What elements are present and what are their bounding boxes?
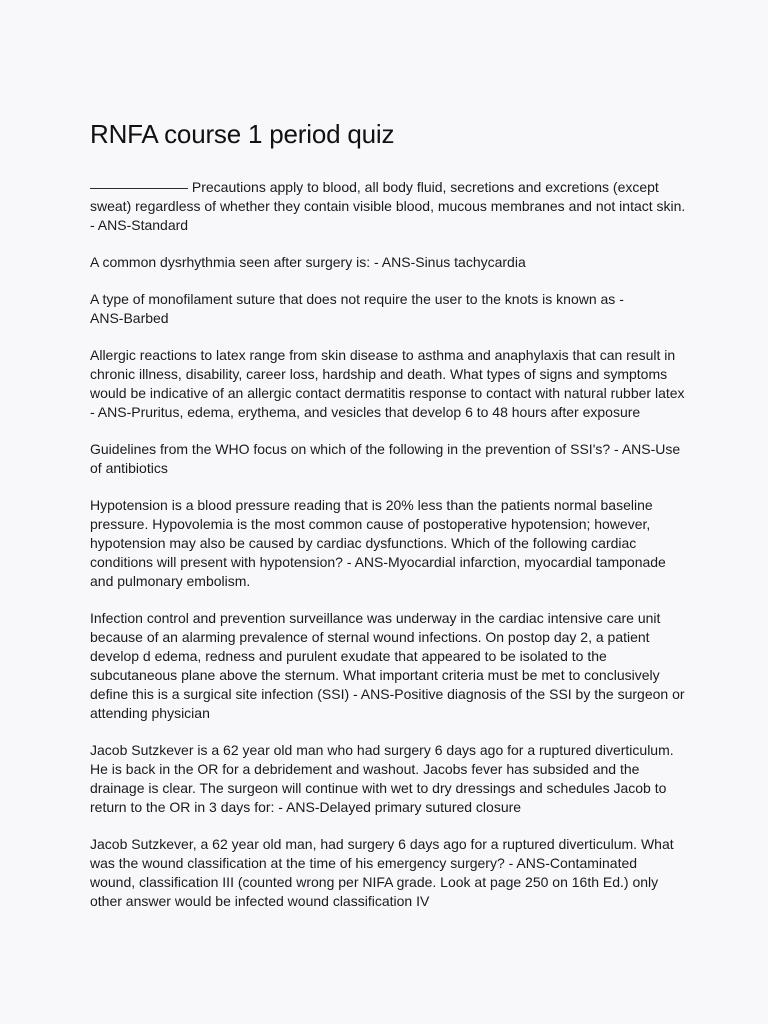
question-item: Jacob Sutzkever, a 62 year old man, had surgery 6 days ago for a ruptured diverticulum. What was the wound classification at the time of his emergency surgery? - ANS-Contaminated wound, classification III (counted wrong per NIFA grade. Look at page 250 on 16th Ed.) only other answer would be infected wound classification IV <box>90 836 674 909</box>
question-item: A common dysrhythmia seen after surgery is: - ANS-Sinus tachycardia <box>90 254 526 270</box>
question-item: Guidelines from the WHO focus on which of the following in the prevention of SSI's? - ANS-Use of antibiotics <box>90 441 681 476</box>
question-list <box>90 178 690 929</box>
question-item: A type of monofilament suture that does not require the user to the knots is known as - ANS-Barbed <box>90 291 624 326</box>
question-item: Hypotension is a blood pressure reading that is 20% less than the patients normal baseline pressure. Hypovolemia is the most common cause of postoperative hypotension; however, hypotension may also be caused by cardiac dysfunctions. Which of the following cardiac conditions will present with hypotension? - ANS-Myocardial infarction, myocardial tamponade and pulmonary embolism. <box>90 497 666 589</box>
page-title: RNFA course 1 period quiz <box>90 119 395 149</box>
question-item: Allergic reactions to latex range from skin disease to asthma and anaphylaxis that can result in chronic illness, disability, career loss, hardship and death. What types of signs and symptoms would be indicative of an allergic contact dermatitis response to contact with natural rubber latex - ANS-Pruritus, edema, erythema, and vesicles that develop 6 to 48 hours after exposure <box>90 347 685 420</box>
question-item: Jacob Sutzkever is a 62 year old man who had surgery 6 days ago for a ruptured diverticulum. He is back in the OR for a debridement and washout. Jacobs fever has subsided and the drainage is clear. The surgeon will continue with wet to dry dressings and schedules Jacob to return to the OR in 3 days for: - ANS-Delayed primary sutured closure <box>90 742 674 815</box>
question-item: ——————— Precautions apply to blood, all body fluid, secretions and excretions (except sweat) regardless of whether they contain visible blood, mucous membranes and not intact skin. - ANS-Standard <box>90 179 686 233</box>
question-item: Infection control and prevention surveillance was underway in the cardiac intensive care unit because of an alarming prevalence of sternal wound infections. On postop day 2, a patient develop d edema, redness and purulent exudate that appeared to be isolated to the subcutaneous plane above the sternum. What important criteria must be met to conclusively define this is a surgical site infection (SSI) - ANS-Positive diagnosis of the SSI by the surgeon or attending physician <box>90 610 685 721</box>
